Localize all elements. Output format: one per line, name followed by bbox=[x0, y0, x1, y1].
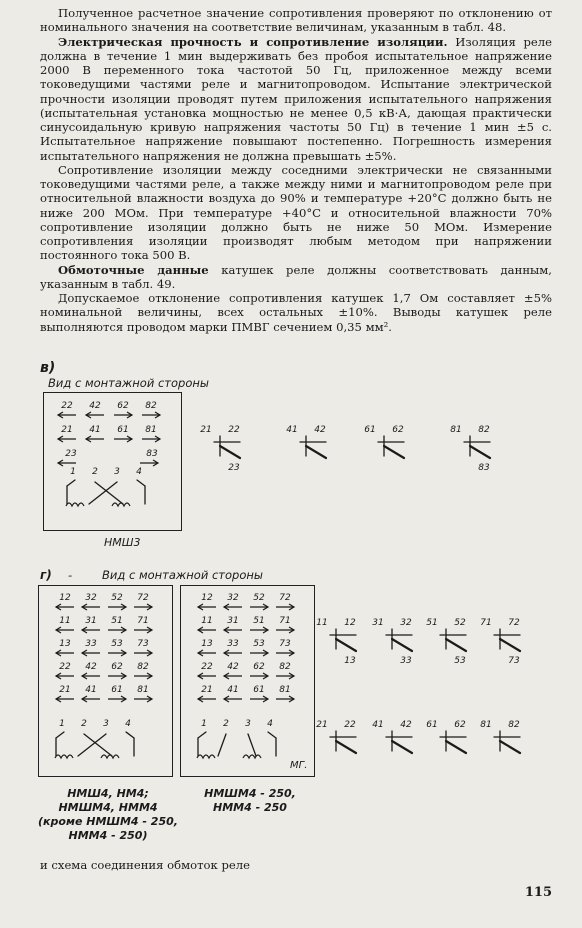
page-number: 115 bbox=[524, 885, 552, 900]
paragraph-insulation-resistance: Сопротивление изоляции между соседними электрически не связанными токоведущими частями реле, а также между ними и магнитопроводом реле при относительной влажности воздуха до 90% и температуре +20°С должно быть не ниже 200 МОм. При температуре +40°С и относительной влажности 70% сопротивление изоляции должно быть не ниже 50 МОм. Измерение сопротивления изоляции производят любым методом при напряжении постоянного тока 500 В. bbox=[40, 162, 552, 263]
terminal-label: 31 bbox=[227, 616, 239, 626]
coil-pin-label: 3 bbox=[114, 467, 120, 477]
contact-label: 81 bbox=[450, 425, 462, 435]
paragraph-resistance-check: Полученное расчетное значение сопротивления проверяют по отклонению от номинального значения на соответствие величинам, указанным в табл. 48. bbox=[40, 6, 552, 35]
contact-label: 82 bbox=[508, 720, 520, 730]
contact-blade bbox=[384, 446, 404, 458]
terminal-label: 13 bbox=[59, 639, 71, 649]
contact-label: 61 bbox=[426, 720, 438, 730]
contact-label: 83 bbox=[478, 463, 490, 473]
terminal-label: 82 bbox=[137, 662, 149, 672]
contact-label: 51 bbox=[426, 618, 438, 628]
terminal-label: 11 bbox=[201, 616, 213, 626]
contact-label: 41 bbox=[372, 720, 384, 730]
figure-caption: и схема соединения обмоток реле bbox=[40, 858, 250, 872]
contact-label: 33 bbox=[400, 656, 412, 666]
figure-v-side-label: Вид с монтажной стороны bbox=[48, 376, 209, 390]
contact-blade bbox=[336, 741, 356, 753]
terminal-label: 81 bbox=[137, 685, 149, 695]
terminal-label: 51 bbox=[111, 616, 123, 626]
contact-blade bbox=[336, 639, 356, 651]
contact-label: 62 bbox=[454, 720, 466, 730]
contact-label: 52 bbox=[454, 618, 466, 628]
terminal-label: 42 bbox=[227, 662, 239, 672]
heading-insulation: Электрическая прочность и сопротивление изоляции. bbox=[58, 34, 448, 49]
terminal-label: 23 bbox=[65, 449, 77, 459]
contact-blade bbox=[500, 639, 520, 651]
figure-g-letter: г) bbox=[40, 568, 52, 582]
contact-label: 11 bbox=[316, 618, 328, 628]
terminal-label: 22 bbox=[201, 662, 213, 672]
coil-pin-label: 1 bbox=[59, 719, 65, 729]
contact-label: 61 bbox=[364, 425, 376, 435]
contact-label: 62 bbox=[392, 425, 404, 435]
contact-label: 82 bbox=[478, 425, 490, 435]
figure-g-box-right bbox=[180, 585, 315, 777]
terminal-label: 52 bbox=[253, 593, 265, 603]
contact-label: 42 bbox=[400, 720, 412, 730]
contact-blade bbox=[392, 741, 412, 753]
terminal-label: 72 bbox=[279, 593, 291, 603]
terminal-label: 62 bbox=[253, 662, 265, 672]
terminal-label: 42 bbox=[89, 401, 101, 411]
figure-g-side-label: Вид с монтажной стороны bbox=[102, 568, 263, 582]
terminal-label: 81 bbox=[279, 685, 291, 695]
contact-blade bbox=[306, 446, 326, 458]
contact-blade bbox=[220, 446, 240, 458]
contact-blade bbox=[446, 741, 466, 753]
paragraph-winding bbox=[40, 263, 552, 292]
contact-label: 31 bbox=[372, 618, 384, 628]
terminal-label: 32 bbox=[85, 593, 97, 603]
terminal-label: 31 bbox=[85, 616, 97, 626]
terminal-label: 61 bbox=[253, 685, 265, 695]
terminal-label: 22 bbox=[61, 401, 73, 411]
figure-g-right-models bbox=[190, 787, 310, 815]
terminal-label: 71 bbox=[279, 616, 291, 626]
contact-label: 13 bbox=[344, 656, 356, 666]
figure-v-letter: в) bbox=[40, 360, 56, 376]
contact-label: 72 bbox=[508, 618, 520, 628]
contact-blade bbox=[470, 446, 490, 458]
terminal-label: 41 bbox=[227, 685, 239, 695]
terminal-label: 12 bbox=[201, 593, 213, 603]
terminal-label: 82 bbox=[145, 401, 157, 411]
terminal-label: 53 bbox=[253, 639, 265, 649]
figure-v-box bbox=[43, 392, 182, 531]
contact-label: 53 bbox=[454, 656, 466, 666]
paragraph-coil-deviation: Допускаемое отклонение сопротивления катушек 1,7 Ом составляет ±5% номинальной величины, всех остальных ±10%. Выводы катушек реле выполняются проводом марки ПМВГ сечением 0,35 мм². bbox=[40, 291, 552, 334]
terminal-label: 33 bbox=[85, 639, 97, 649]
terminal-label: 83 bbox=[146, 449, 158, 459]
left-model-line: (кроме НМШМ4 - 250, bbox=[38, 815, 178, 828]
contact-label: 12 bbox=[344, 618, 356, 628]
coil-pin-label: 1 bbox=[201, 719, 207, 729]
coil-pin-label: 3 bbox=[245, 719, 251, 729]
terminal-label: 41 bbox=[89, 425, 101, 435]
terminal-label: 53 bbox=[111, 639, 123, 649]
terminal-label: 21 bbox=[59, 685, 71, 695]
terminal-label: 21 bbox=[201, 685, 213, 695]
coil-pin-label: 1 bbox=[70, 467, 76, 477]
figure-g-box-left bbox=[38, 585, 173, 777]
terminal-label: 72 bbox=[137, 593, 149, 603]
terminal-label: 33 bbox=[227, 639, 239, 649]
figure-g-dash: - bbox=[68, 568, 73, 582]
contact-label: 22 bbox=[228, 425, 240, 435]
coil-pin-label: 4 bbox=[125, 719, 131, 729]
terminal-label: 73 bbox=[137, 639, 149, 649]
insulation-text: Изоляция реле должна в течение 1 мин выдерживать без пробоя испытательное напряжение 2000 В переменного тока частотой 50 Гц, приложенное между всеми токоведущими частями реле и магнитопроводом. Испытание электрической прочности изоляции проводят путем приложения испытательного напряжения (испытательная установка мощностью не менее 0,5 кВ·А, дающая практически синусоидальную кривую напряжения частоты 50 Гц) в течение 1 мин ±5 с. Испытательное напряжение повышают постепенно. Погрешность измерения испытательного напряжения не должна превышать ±5%. bbox=[40, 34, 552, 163]
left-model-line: НМШ4, НМ4; bbox=[67, 787, 149, 800]
left-model-line: НММ4 - 250) bbox=[68, 829, 148, 842]
terminal-label: 82 bbox=[279, 662, 291, 672]
winding-text: катушек реле должны соответствовать данным, указанным в табл. 49. bbox=[40, 262, 552, 291]
contact-label: 81 bbox=[480, 720, 492, 730]
coil-pin-label: 2 bbox=[223, 719, 229, 729]
contact-blade bbox=[392, 639, 412, 651]
contact-label: 73 bbox=[508, 656, 520, 666]
coil-pin-label: 3 bbox=[103, 719, 109, 729]
terminal-label: 41 bbox=[85, 685, 97, 695]
terminal-label: 12 bbox=[59, 593, 71, 603]
contact-label: 32 bbox=[400, 618, 412, 628]
terminal-label: 61 bbox=[117, 425, 129, 435]
terminal-label: 11 bbox=[59, 616, 71, 626]
terminal-label: 62 bbox=[111, 662, 123, 672]
terminal-label: 51 bbox=[253, 616, 265, 626]
terminal-label: 13 bbox=[201, 639, 213, 649]
terminal-label: 73 bbox=[279, 639, 291, 649]
coil-pin-label: 4 bbox=[136, 467, 142, 477]
terminal-label: 81 bbox=[145, 425, 157, 435]
terminal-label: 71 bbox=[137, 616, 149, 626]
right-model-line: НММ4 - 250 bbox=[213, 801, 287, 814]
contact-label: 71 bbox=[480, 618, 492, 628]
left-model-line: НМШМ4, НММ4 bbox=[58, 801, 158, 814]
body-text bbox=[40, 6, 552, 334]
terminal-label: 22 bbox=[59, 662, 71, 672]
terminal-label: 42 bbox=[85, 662, 97, 672]
heading-winding: Обмоточные данные bbox=[58, 262, 209, 277]
terminal-label: 21 bbox=[61, 425, 73, 435]
coil-pin-label: 4 bbox=[267, 719, 273, 729]
paragraph-insulation bbox=[40, 35, 552, 163]
terminal-label: 61 bbox=[111, 685, 123, 695]
right-model-line: НМШМ4 - 250, bbox=[204, 787, 296, 800]
terminal-label: 62 bbox=[117, 401, 129, 411]
contact-label: 23 bbox=[228, 463, 240, 473]
contact-label: 42 bbox=[314, 425, 326, 435]
figure-g-mg-mark: МГ. bbox=[290, 760, 308, 771]
contact-blade bbox=[500, 741, 520, 753]
coil-pin-label: 2 bbox=[92, 467, 98, 477]
contact-label: 21 bbox=[200, 425, 212, 435]
terminal-label: 52 bbox=[111, 593, 123, 603]
terminal-label: 32 bbox=[227, 593, 239, 603]
contact-label: 41 bbox=[286, 425, 298, 435]
contact-label: 21 bbox=[316, 720, 328, 730]
coil-pin-label: 2 bbox=[81, 719, 87, 729]
contact-blade bbox=[446, 639, 466, 651]
figure-g-left-models bbox=[28, 787, 188, 843]
contact-label: 22 bbox=[344, 720, 356, 730]
figure-v-model: НМШ3 bbox=[104, 536, 141, 549]
